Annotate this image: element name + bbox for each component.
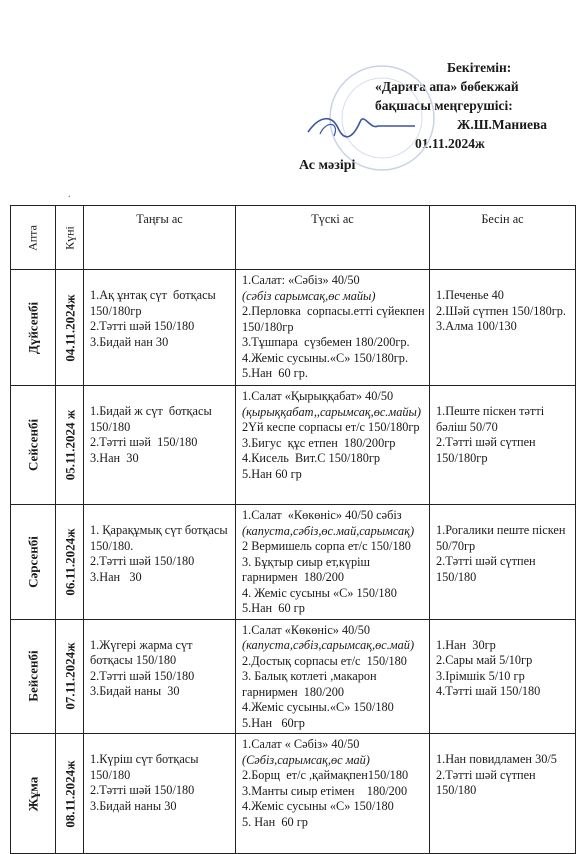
lunch-item: 5.Нан 60 гр	[242, 466, 302, 481]
weekday-label: Сәрсенбі	[25, 535, 41, 588]
snack-cell	[430, 386, 576, 505]
lunch-item: 2.Перловка сорпасы.етті сүйекпен 150/180гр	[242, 304, 434, 334]
snack-cell	[430, 619, 576, 734]
lunch-cell	[236, 505, 430, 620]
weekday-cell	[11, 734, 56, 854]
lunch-item: 5.Нан 60 гр	[242, 601, 305, 615]
header-day: Күні	[56, 206, 84, 270]
breakfast-item: 1.Ақ ұнтақ сүт ботқасы 150/180гр	[90, 288, 219, 318]
stray-dot: .	[68, 189, 71, 200]
date-label: 07.11.2024ж	[61, 642, 77, 710]
breakfast-cell	[84, 734, 236, 854]
snack-item: 1.Печенье 40	[436, 288, 504, 302]
breakfast-item: 2.Тәтті шәй 150/180	[90, 319, 195, 333]
lunch-item: (капуста,сәбіз,сарымсақ,өс.май)	[242, 638, 415, 652]
menu-table	[10, 205, 576, 854]
breakfast-item: 1. Қарақұмық сүт ботқасы 150/180.	[90, 523, 234, 553]
lunch-item: 4.Жеміс сусыны.«С» 150/180	[242, 700, 394, 714]
date-cell	[56, 270, 84, 386]
weekday-label: Бейсенбі	[25, 650, 41, 702]
date-label: 05.11.2024 ж	[61, 409, 77, 481]
breakfast-cell	[84, 386, 236, 505]
breakfast-item: 2.Тәтті шәй 150/180	[90, 554, 195, 568]
lunch-item: 2 Вермишель сорпа ет/с 150/180	[242, 539, 411, 553]
header-breakfast: Таңғы ас	[84, 206, 236, 270]
header-row	[11, 206, 576, 270]
breakfast-item: 2.Тәтті шәй 150/180	[90, 783, 195, 797]
snack-item: 2.Шәй сүтпен 150/180гр.	[436, 303, 566, 318]
lunch-cell	[236, 386, 430, 505]
breakfast-item: 3.Бидай наны 30	[90, 798, 177, 813]
date-cell	[56, 734, 84, 854]
lunch-item: 1.Салат «Көкөніс» 40/50	[242, 622, 371, 637]
lunch-item: (қырыққабат,,сарымсақ,өс.майы)	[242, 404, 421, 419]
lunch-cell	[236, 734, 430, 854]
breakfast-item: 3.Бидай наны 30	[90, 684, 180, 698]
date-label: 06.11.2024ж	[61, 528, 77, 596]
snack-item: 2.Сары май 5/10гр	[436, 653, 533, 667]
snack-item: 1.Нан 30гр	[436, 637, 496, 652]
lunch-cell	[236, 619, 430, 734]
menu-row	[11, 619, 576, 734]
weekday-label: Сейсенбі	[25, 418, 41, 472]
lunch-item: 3.Бигус құс етпен 180/200гр	[242, 435, 396, 450]
date-label: 04.11.2024ж	[61, 293, 77, 362]
menu-title: Ас мәзірі	[299, 158, 356, 173]
lunch-item: (капуста,сәбіз,өс.май,сарымсақ)	[242, 523, 415, 538]
lunch-item: 3. Балық котлеті ,макарон гарнирмен 180/200	[242, 669, 380, 699]
lunch-item: 4.Жеміс сусыны «С» 150/180	[242, 799, 394, 813]
lunch-item: 1.Салат: «Сәбіз» 40/50	[242, 273, 360, 287]
lunch-item: 3.Тұшпара сүзбемен 180/200гр.	[242, 335, 410, 349]
header-snack: Бесін ас	[430, 206, 576, 270]
lunch-item: (Сәбіз,сарымсақ,өс май)	[242, 752, 370, 767]
date-cell	[56, 619, 84, 734]
breakfast-item: 2.Тәтті шәй 150/180	[90, 668, 195, 683]
lunch-item: 3. Бұқтыр сиыр ет,күріш гарнирмен 180/200	[242, 554, 374, 584]
weekday-cell	[11, 386, 56, 505]
lunch-item: 3.Манты сиыр етімен 180/200	[242, 783, 408, 798]
snack-item: 1.Пеште піскен тәтті бәліш 50/70	[436, 404, 548, 434]
breakfast-cell	[84, 270, 236, 386]
header-week: Апта	[11, 206, 56, 270]
weekday-label: Дүйсенбі	[25, 301, 41, 354]
lunch-item: 2Үй кеспе сорпасы ет/с 150/180гр	[242, 420, 420, 434]
weekday-cell	[11, 619, 56, 734]
lunch-item: 5.Нан 60гр	[242, 715, 305, 730]
lunch-item: 1.Салат «Қырыққабат» 40/50	[242, 389, 394, 403]
snack-item: 3.Алма 100/130	[436, 319, 517, 333]
lunch-item: 1.Салат « Сәбіз» 40/50	[242, 737, 360, 751]
lunch-item: 2.Борщ ет/с ,қаймақпен150/180	[242, 768, 409, 782]
lunch-item: (сәбіз сарымсақ,өс майы)	[242, 288, 376, 303]
lunch-item: 4. Жеміс сусыны «С» 150/180	[242, 585, 397, 600]
snack-cell	[430, 505, 576, 620]
menu-row	[11, 505, 576, 620]
approval-name: Ж.Ш.Маниева	[457, 117, 548, 132]
weekday-cell	[11, 270, 56, 386]
header-lunch: Түскі ас	[236, 206, 430, 270]
approval-position: бақшасы меңгерушісі:	[375, 98, 513, 113]
breakfast-item: 1.Бидай ж сүт ботқасы 150/180	[90, 404, 215, 434]
snack-item: 1.Нан повидламен 30/5	[436, 752, 557, 766]
date-label: 08.11.2024ж	[61, 759, 77, 828]
menu-row	[11, 734, 576, 854]
breakfast-item: 1.Жүгері жарма сүт ботқасы 150/180	[90, 637, 196, 667]
snack-item: 2.Тәтті шәй сүтпен 150/180	[436, 554, 545, 584]
lunch-item: 4.Кисель Вит.С 150/180гр	[242, 451, 381, 465]
lunch-item: 5. Нан 60 гр	[242, 814, 308, 829]
date-cell	[56, 386, 84, 505]
approval-institution: «Дариға апа» бөбекжай	[375, 79, 519, 94]
lunch-item: 1.Салат «Көкөніс» 40/50 сәбіз	[242, 508, 402, 522]
lunch-item: 5.Нан 60 гр.	[242, 366, 308, 380]
menu-row	[11, 386, 576, 505]
breakfast-cell	[84, 505, 236, 620]
snack-item: 4.Тәтті шай 150/180	[436, 684, 541, 698]
approval-heading: Бекітемін:	[447, 60, 512, 75]
breakfast-item: 3.Нан 30	[90, 569, 142, 584]
lunch-item: 4.Жеміс сусыны.«С» 150/180гр.	[242, 350, 409, 365]
breakfast-cell	[84, 619, 236, 734]
snack-item: 1.Рогалики пеште піскен 50/70гр	[436, 523, 572, 553]
breakfast-item: 3.Нан 30	[90, 450, 139, 465]
breakfast-item: 3.Бидай нан 30	[90, 334, 169, 349]
snack-item: 3.Ірімшік 5/10 гр	[436, 668, 525, 683]
snack-cell	[430, 270, 576, 386]
weekday-cell	[11, 505, 56, 620]
lunch-item: 2.Достық сорпасы ет/с 150/180	[242, 653, 407, 668]
date-cell	[56, 505, 84, 620]
snack-item: 2.Тәтті шәй сүтпен 150/180	[436, 767, 539, 797]
approval-date: 01.11.2024ж	[415, 136, 485, 151]
snack-item: 2.Тәтті шәй сүтпен 150/180гр	[436, 435, 539, 465]
menu-row	[11, 270, 576, 386]
breakfast-item: 2.Тәтті шәй 150/180	[90, 435, 198, 449]
lunch-cell	[236, 270, 434, 386]
snack-cell	[430, 734, 576, 854]
breakfast-item: 1.Күріш сүт ботқасы 150/180	[90, 752, 202, 782]
weekday-label: Жұма	[25, 776, 41, 811]
